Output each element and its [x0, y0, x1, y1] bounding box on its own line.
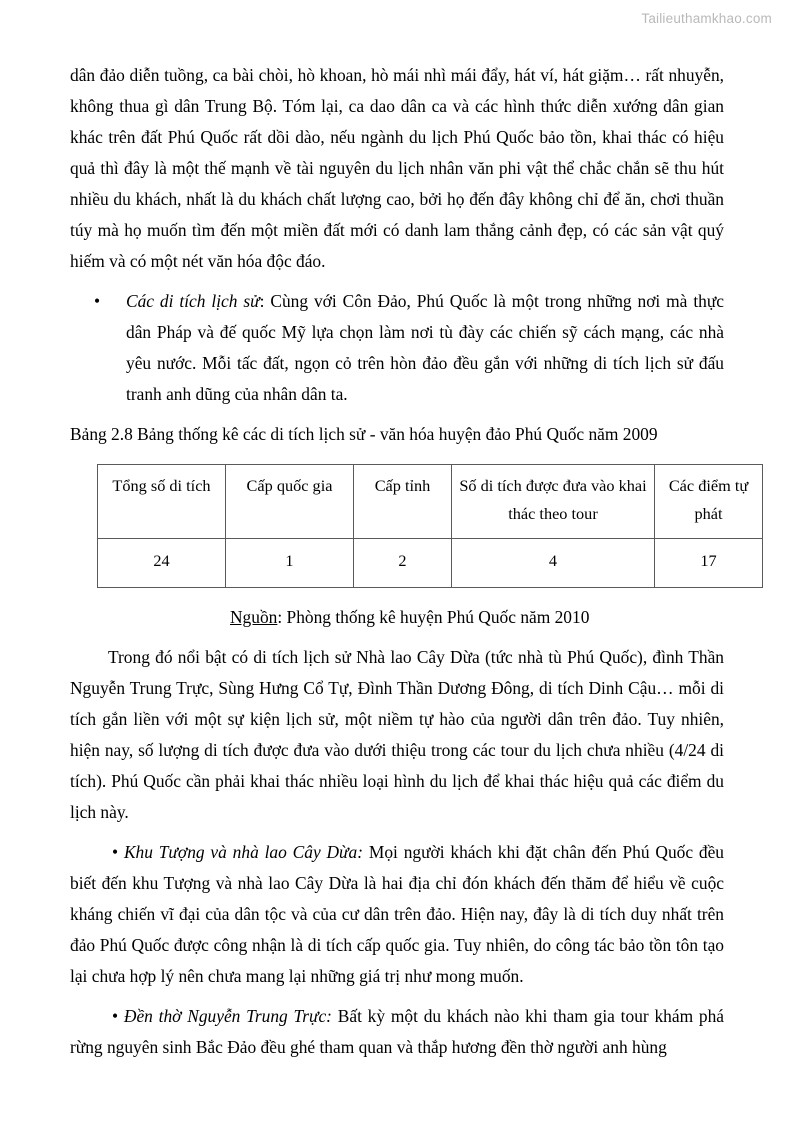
table-header-cell: Cấp quốc gia: [226, 465, 354, 539]
table-header-cell: Tổng số di tích: [98, 465, 226, 539]
paragraph-after-table: Trong đó nổi bật có di tích lịch sử Nhà lao Cây Dừa (tức nhà tù Phú Quốc), đình Thần Nguyễn Trung Trực, Sùng Hưng Cổ Tự, Đình Thần Dương Đông, di tích Dinh Cậu… mỗi di tích gắn liền với một sự kiện lịch sử, một niềm tự hào của người dân trên đảo. Tuy nhiên, hiện nay, số lượng di tích được đưa vào dưới thiệu trong các tour du lịch chưa nhiều (4/24 di tích). Phú Quốc cần phải khai thác nhiều loại hình du lịch để khai thác hiệu quả các điểm du lịch này.: [70, 647, 724, 822]
bullet-marker: •: [112, 1006, 119, 1026]
spacer: [70, 633, 724, 642]
spacer: [70, 828, 724, 837]
bullet-lead-in: Khu Tượng và nhà lao Cây Dừa:: [123, 842, 364, 862]
table-cell: 24: [98, 539, 226, 588]
table-header-cell: Cấp tỉnh: [354, 465, 452, 539]
table-cell: 17: [655, 539, 763, 588]
bullet-lead-in: Đền thờ Nguyễn Trung Trực:: [123, 1006, 332, 1026]
source-text: : Phòng thống kê huyện Phú Quốc năm 2010: [277, 607, 590, 627]
table-header-cell: Số di tích được đưa vào khai thác theo tour: [452, 465, 655, 539]
spacer: [70, 410, 724, 419]
bullet-body-text: Mọi người khách khi đặt chân đến Phú Quốc đều biết đến khu Tượng và nhà lao Cây Dừa là hai địa chỉ đón khách đến thăm để hiểu về cuộc kháng chiến vĩ đại của dân tộc và của cư dân trên đảo. Hiện nay, đây là di tích duy nhất trên đảo Phú Quốc được công nhận là di tích cấp quốc gia. Tuy nhiên, do công tác bảo tồn tôn tạo lại chưa hợp lý nên chưa mang lại những giá trị như mong muốn.: [70, 842, 724, 986]
table-header-cell: Các điểm tự phát: [655, 465, 763, 539]
watermark-text: Tailieuthamkhao.com: [641, 11, 772, 26]
spacer: [70, 992, 724, 1001]
bullet-item-khu-tuong: [70, 837, 724, 992]
bullet-body-text: Bất kỳ một du khách nào khi tham gia tour khám phá rừng nguyên sinh Bắc Đảo đều ghé tham quan và thắp hương đền thờ người anh hùng: [70, 1006, 724, 1057]
bullet-item-historical-sites: [70, 286, 724, 410]
table-row: [98, 539, 763, 588]
statistics-table: [97, 464, 763, 588]
spacer: [70, 588, 724, 602]
bullet-marker: •: [94, 291, 101, 311]
table-source-line: [70, 602, 724, 633]
table-cell: 1: [226, 539, 354, 588]
bullet-item-den-tho: [70, 1001, 724, 1063]
bullet-lead-in: Các di tích lịch sử: [126, 291, 260, 311]
table-caption: Bảng 2.8 Bảng thống kê các di tích lịch sử - văn hóa huyện đảo Phú Quốc năm 2009: [70, 424, 658, 444]
spacer: [70, 277, 724, 286]
source-label: Nguồn: [230, 607, 278, 627]
spacer: [70, 450, 724, 464]
paragraph-intro: dân đảo diễn tuồng, ca bài chòi, hò khoan, hò mái nhì mái đẩy, hát ví, hát giặm… rất nhuyễn, không thua gì dân Trung Bộ. Tóm lại, ca dao dân ca và các hình thức diễn xướng dân gian khác trên đất Phú Quốc rất dồi dào, nếu ngành du lịch Phú Quốc bảo tồn, khai thác có hiệu quả thì đây là một thế mạnh về tài nguyên du lịch nhân văn phi vật thể chắc chắn sẽ thu hút nhiều du khách, nhất là du khách chất lượng cao, bởi họ đến đây không chỉ để ăn, chơi thuần túy mà họ muốn tìm đến một miền đất mới có danh lam thắng cảnh đẹp, có các sản vật quý hiếm và có một nét văn hóa độc đáo.: [70, 65, 724, 271]
bullet-body-text: : Cùng với Côn Đảo, Phú Quốc là một trong những nơi mà thực dân Pháp và đế quốc Mỹ lựa chọn làm nơi tù đày các chiến sỹ cách mạng, các nhà yêu nước. Mỗi tấc đất, ngọn cỏ trên hòn đảo đều gắn với những di tích lịch sử đấu tranh anh dũng của nhân dân ta.: [126, 291, 724, 404]
table-cell: 4: [452, 539, 655, 588]
table-header-row: [98, 465, 763, 539]
bullet-marker: •: [112, 842, 119, 862]
table-cell: 2: [354, 539, 452, 588]
document-content: [70, 60, 749, 1063]
